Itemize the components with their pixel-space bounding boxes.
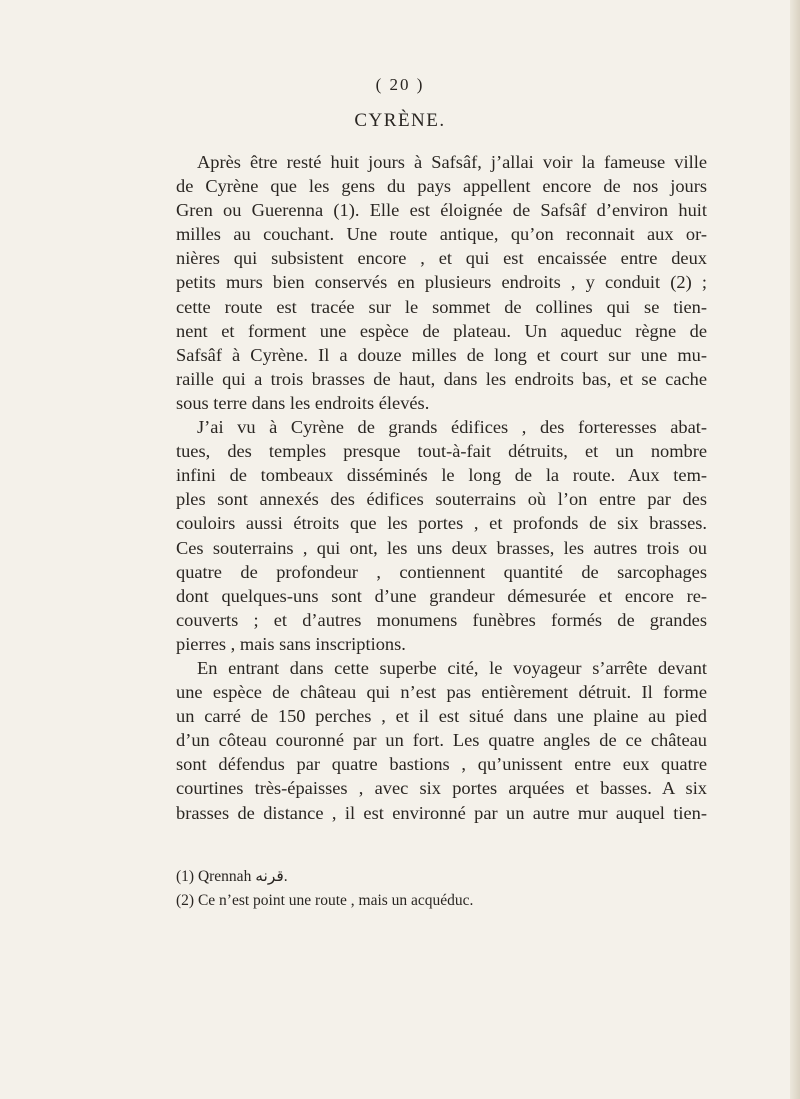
text-line: tues, des temples presque tout-à-fait détruits, et un nombre [176, 441, 707, 462]
text-line: Safsâf à Cyrène. Il a douze milles de long et court sur une mu- [176, 344, 707, 365]
text-line: Gren ou Guerenna (1). Elle est éloignée de Safsâf d’environ huit [176, 200, 707, 221]
footnotes [176, 865, 707, 913]
text-line: couverts ; et d’autres monumens funèbres formés de grandes [176, 609, 707, 630]
paragraph-3 [176, 656, 707, 825]
text-line: un carré de 150 perches , et il est situé dans une plaine au pied [176, 706, 707, 727]
text-line: sous terre dans les endroits élevés. [176, 392, 430, 413]
text-line: sont défendus par quatre bastions , qu’unissent entre eux quatre [176, 754, 707, 775]
text-line: Ces souterrains , qui ont, les uns deux brasses, les autres trois ou [176, 537, 707, 558]
text-line: brasses de distance , il est environné par un autre mur auquel tien- [176, 802, 707, 823]
text-line: infini de tombeaux disséminés le long de la route. Aux tem- [176, 465, 707, 486]
text-line: courtines très-épaisses , avec six portes arquées et basses. A six [176, 778, 707, 799]
text-line: petits murs bien conservés en plusieurs endroits , y conduit (2) ; [176, 272, 707, 293]
paragraph-1 [176, 150, 707, 415]
text-line: nières qui subsistent encore , et qui est encaissée entre deux [176, 248, 707, 269]
chapter-title: CYRÈNE. [354, 110, 446, 131]
page-number: ( 20 ) [375, 75, 425, 94]
text-line: En entrant dans cette superbe cité, le voyageur s’arrête devant [197, 657, 707, 678]
text-line: cette route est tracée sur le sommet de collines qui se tien- [176, 296, 707, 317]
text-line: une espèce de château qui n’est pas entièrement détruit. Il forme [176, 682, 707, 703]
body-text [176, 150, 707, 825]
page-edge [790, 0, 800, 1099]
text-line: Après être resté huit jours à Safsâf, j’allai voir la fameuse ville [197, 152, 707, 172]
text-line: raille qui a trois brasses de haut, dans les endroits bas, et se cache [176, 368, 707, 389]
text-line: nent et forment une espèce de plateau. Un aqueduc règne de [176, 320, 707, 341]
text-line: quatre de profondeur , contiennent quantité de sarcophages [176, 561, 707, 582]
footnote-1: (1) Qrennah قرنه. [176, 868, 288, 885]
footnote-2: (2) Ce n’est point une route , mais un acquéduc. [176, 892, 474, 909]
text-line: ples sont annexés des édifices souterrains où l’on entre par des [176, 489, 707, 510]
text-line: J’ai vu à Cyrène de grands édifices , des forteresses abat- [197, 417, 707, 438]
text-line: couloirs aussi étroits que les portes , et profonds de six brasses. [176, 513, 707, 534]
paragraph-2 [176, 415, 707, 656]
text-line: milles au couchant. Une route antique, qu’on reconnait aux or- [176, 224, 707, 245]
text-line: d’un côteau couronné par un fort. Les quatre angles de ce château [176, 730, 707, 751]
text-line: dont quelques-uns sont d’une grandeur démesurée et encore re- [176, 585, 707, 606]
text-line: de Cyrène que les gens du pays appellent encore de nos jours [176, 176, 707, 197]
text-line: pierres , mais sans inscriptions. [176, 633, 406, 654]
